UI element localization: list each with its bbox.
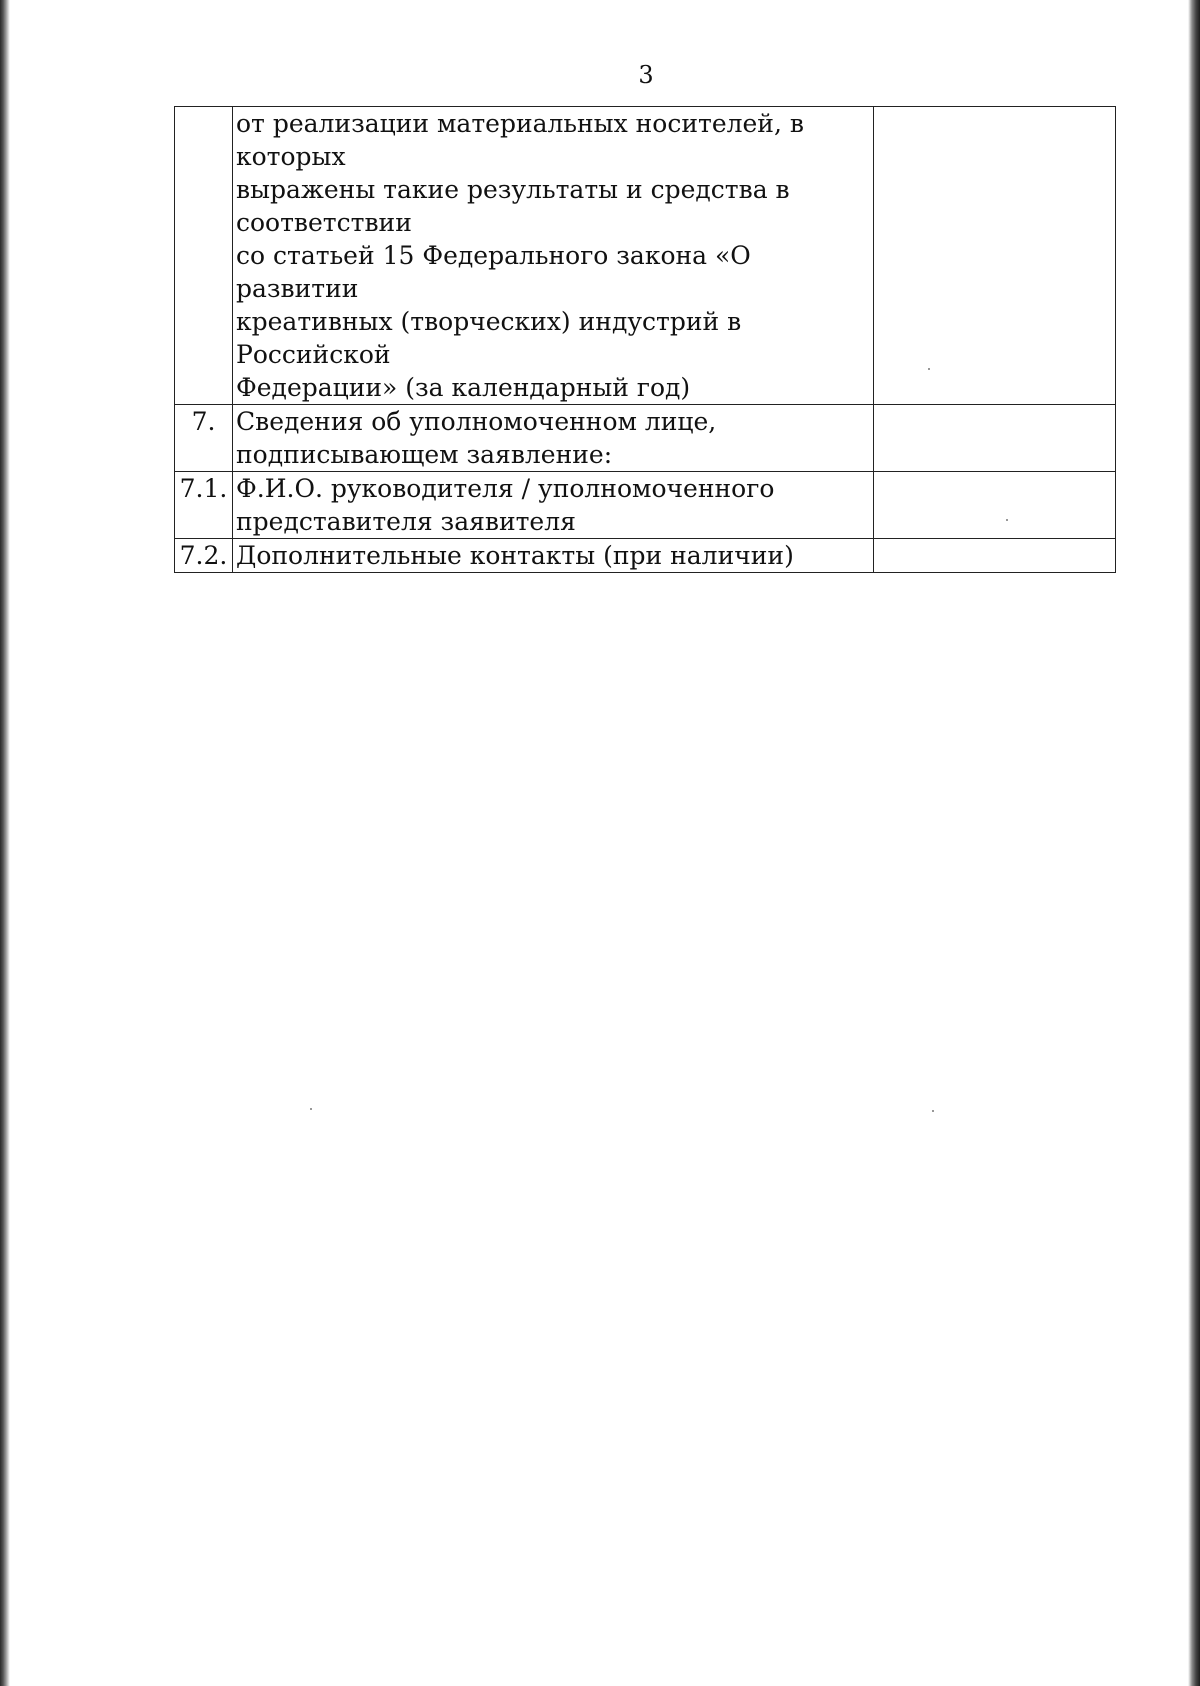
- table-row: [175, 405, 1116, 472]
- row-value: [874, 405, 1116, 472]
- page-number: 3: [638, 61, 654, 89]
- description-line: Дополнительные контакты (при наличии): [236, 541, 794, 570]
- description-line: Сведения об уполномоченном лице,: [236, 407, 717, 436]
- row-description: [233, 107, 874, 405]
- row-value: [874, 107, 1116, 405]
- scan-speck: [932, 1110, 934, 1112]
- row-description: [233, 539, 874, 573]
- scan-speck: [1006, 519, 1008, 521]
- description-line: со статьей 15 Федерального закона «О развитии: [236, 241, 751, 303]
- row-number: [175, 107, 233, 405]
- scan-edge-right: [1188, 0, 1200, 1686]
- table-row: [175, 472, 1116, 539]
- row-number: 7.1.: [175, 472, 233, 539]
- table-row: [175, 539, 1116, 573]
- description-line: Федерации» (за календарный год): [236, 373, 691, 402]
- description-line: представителя заявителя: [236, 507, 576, 536]
- form-table: [174, 106, 1116, 573]
- row-description: [233, 405, 874, 472]
- description-line: Ф.И.О. руководителя / уполномоченного: [236, 474, 775, 503]
- scan-speck: [310, 1108, 312, 1110]
- scan-speck: [928, 368, 930, 370]
- table-row: [175, 107, 1116, 405]
- description-line: подписывающем заявление:: [236, 440, 613, 469]
- row-value: [874, 539, 1116, 573]
- row-number: 7.: [175, 405, 233, 472]
- row-number: 7.2.: [175, 539, 233, 573]
- description-line: креативных (творческих) индустрий в Российской: [236, 307, 742, 369]
- description-line: выражены такие результаты и средства в соответствии: [236, 175, 790, 237]
- row-description: [233, 472, 874, 539]
- description-line: от реализации материальных носителей, в которых: [236, 109, 804, 171]
- row-value: [874, 472, 1116, 539]
- scan-edge-left: [0, 0, 10, 1686]
